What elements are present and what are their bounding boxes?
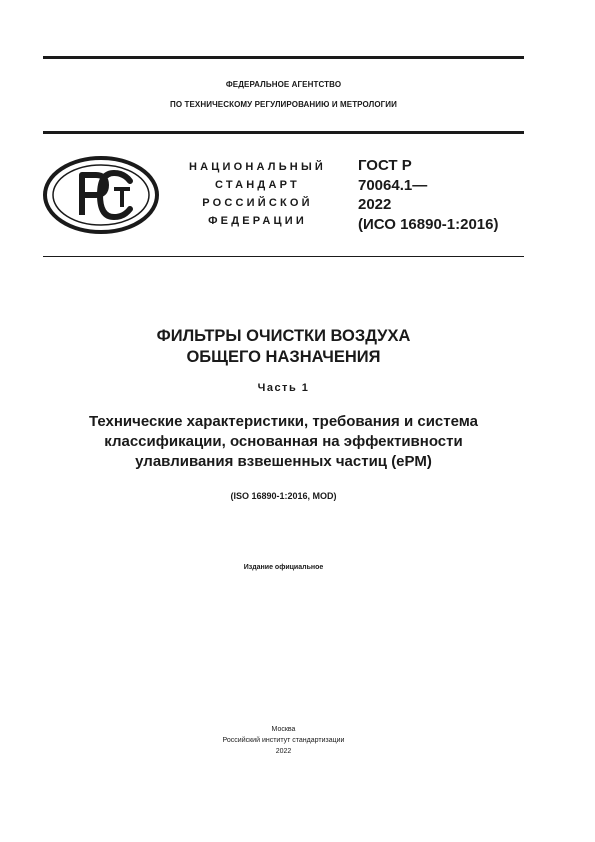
- standard-number: [358, 156, 528, 234]
- document-title: [43, 326, 524, 368]
- header-divider: [43, 131, 524, 134]
- edition-note: Издание официальное: [243, 564, 324, 571]
- imprint-publisher: Российский институт стандартизации: [222, 737, 345, 744]
- imprint-city: Москва: [271, 726, 296, 733]
- part-label: Часть 1: [257, 382, 310, 394]
- standard-kind-line: НАЦИОНАЛЬНЫЙ: [188, 161, 327, 173]
- imprint-year: 2022: [275, 748, 292, 755]
- standard-number-line: ГОСТ Р: [358, 157, 412, 174]
- imprint: [43, 724, 524, 757]
- standard-number-line: 70064.1—: [358, 176, 428, 194]
- title-line: ФИЛЬТРЫ ОЧИСТКИ ВОЗДУХА: [156, 327, 411, 345]
- rst-certification-mark-icon: [42, 155, 160, 235]
- section-divider: [43, 256, 524, 257]
- standard-number-line: (ИСО 16890-1:2016): [358, 215, 499, 233]
- agency-name-line-1: ФЕДЕРАЛЬНОЕ АГЕНТСТВО: [225, 80, 342, 89]
- standard-kind-line: ФЕДЕРАЦИИ: [208, 215, 307, 227]
- iso-reference: (ISO 16890-1:2016, MOD): [230, 491, 337, 501]
- subtitle-line: Технические характеристики, требования и система: [88, 413, 479, 430]
- document-subtitle: [43, 412, 524, 472]
- standard-number-line: 2022: [358, 196, 392, 213]
- standard-kind-line: РОССИЙСКОЙ: [202, 197, 313, 209]
- subtitle-line: классификации, основанная на эффективности: [104, 433, 463, 450]
- standard-kind-line: СТАНДАРТ: [215, 179, 300, 191]
- standard-kind: [170, 158, 345, 230]
- subtitle-line: улавливания взвешенных частиц (еРМ): [135, 453, 432, 470]
- agency-name-line-2: ПО ТЕХНИЧЕСКОМУ РЕГУЛИРОВАНИЮ И МЕТРОЛОГИИ: [169, 100, 398, 109]
- top-rule: [43, 56, 524, 59]
- title-line: ОБЩЕГО НАЗНАЧЕНИЯ: [186, 348, 381, 366]
